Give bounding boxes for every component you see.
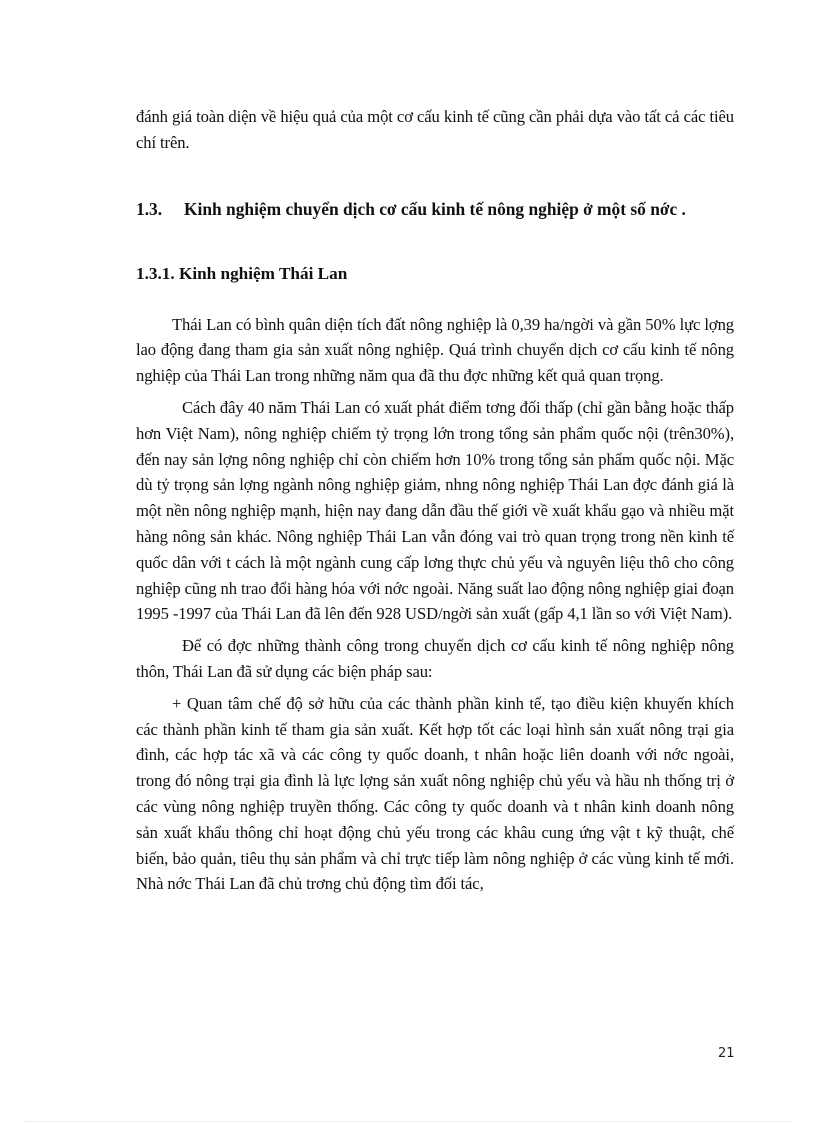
page-number: 21 bbox=[718, 1046, 735, 1061]
subsection-heading: 1.3.1. Kinh nghiệm Thái Lan bbox=[136, 263, 348, 283]
body-paragraph: Cách đây 40 năm Thái Lan có xuất phát điểm tơng đối thấp (chỉ gần bằng hoặc thấp hơn Việt Nam), nông nghiệp chiếm tỷ trọng lớn trong tổng sản phẩm quốc nội (trên30%), đến nay sản lợng nông nghiệp chỉ còn chiếm hơn 10% trong tổng sản phẩm quốc nội. Mặc dù tỷ trọng sản lợng ngành nông nghiệp giảm, nhng nông nghiệp Thái Lan đợc đánh giá là một nền nông nghiệp mạnh, hiện nay đang dẫn đầu thế giới về xuất khẩu gạo và nhiều mặt hàng nông sản khác. Nông nghiệp Thái Lan vẫn đóng vai trò quan trọng trong nền kinh tế quốc dân với t cách là một ngành cung cấp lơng thực chủ yếu và nguyên liệu thô cho công nghiệp cũng nh trao đổi hàng hóa với nớc ngoài. Năng suất lao động nông nghiệp giai đoạn 1995 -1997 của Thái Lan đã lên đến 928 USD/ngời sản xuất (gấp 4,1 lần so với Việt Nam). bbox=[136, 397, 734, 624]
body-paragraph: Để có đợc những thành công trong chuyển dịch cơ cấu kinh tế nông nghiệp nông thôn, Thái Lan đã sử dụng các biện pháp sau: bbox=[136, 636, 734, 681]
page-bottom-divider bbox=[24, 1121, 792, 1122]
document-page bbox=[136, 104, 734, 897]
section-title: Kinh nghiệm chuyển dịch cơ cấu kinh tế nông nghiệp ở một số nớc . bbox=[184, 198, 686, 219]
body-paragraph: + Quan tâm chế độ sở hữu của các thành phần kinh tế, tạo điều kiện khuyến khích các thành phần kinh tế tham gia sản xuất. Kết hợp tốt các loại hình sản xuất nông trại gia đình, các hợp tác xã và các công ty quốc doanh, t nhân hoặc liên doanh với nớc ngoài, trong đó nông trại gia đình là lực lợng sản xuất nông nghiệp chủ yếu và hầu nh thống trị ở các vùng nông nghiệp truyền thống. Các công ty quốc doanh và t nhân kinh doanh nông sản xuất khẩu thông chỉ hoạt động chủ yếu trong các khâu cung ứng vật t kỹ thuật, chế biến, bảo quản, tiêu thụ sản phẩm và chỉ trực tiếp làm nông nghiệp ở các vùng kinh tế mới. Nhà nớc Thái Lan đã chủ trơng chủ động tìm đối tác, bbox=[136, 693, 734, 894]
intro-paragraph: đánh giá toàn diện về hiệu quả của một cơ cấu kinh tế cũng cần phải dựa vào tất cả các tiêu chí trên. bbox=[136, 107, 734, 152]
section-number: 1.3. bbox=[136, 198, 163, 219]
body-paragraph: Thái Lan có bình quân diện tích đất nông nghiệp là 0,39 ha/ngời và gần 50% lực lợng lao động đang tham gia sản xuất nông nghiệp. Quá trình chuyển dịch cơ cấu kinh tế nông nghiệp của Thái Lan trong những năm qua đã thu đợc những kết quả quan trọng. bbox=[136, 314, 734, 386]
section-heading bbox=[136, 196, 734, 223]
